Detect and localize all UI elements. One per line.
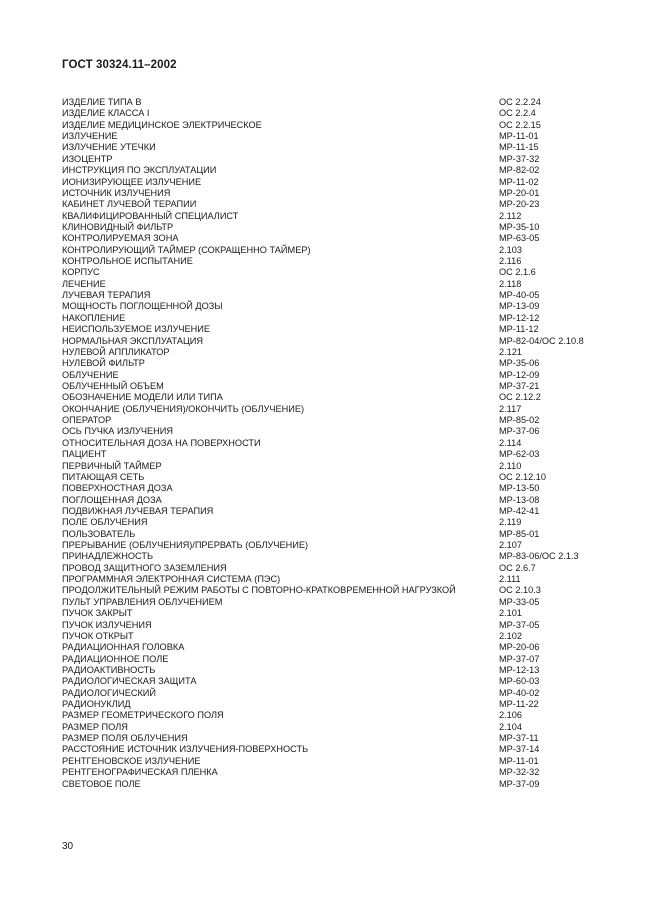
index-entry — [62, 290, 602, 301]
entry-term: ПОДВИЖНАЯ ЛУЧЕВАЯ ТЕРАПИЯ — [62, 505, 214, 516]
index-entry — [62, 404, 602, 415]
entry-term: РАЗМЕР ГЕОМЕТРИЧЕСКОГО ПОЛЯ — [62, 710, 224, 721]
entry-term: ПРОДОЛЖИТЕЛЬНЫЙ РЕЖИМ РАБОТЫ С ПОВТОРНО-КРАТКОВРЕМЕННОЙ НАГРУЗКОЙ — [62, 585, 456, 596]
entry-term: ИОНИЗИРУЮЩЕЕ ИЗЛУЧЕНИЕ — [62, 176, 202, 187]
entry-term: НУЛЕВОЙ ФИЛЬТР — [62, 358, 145, 369]
entry-reference: МР-37-14 — [499, 744, 540, 755]
index-entry — [62, 608, 602, 619]
entry-reference: 2.102 — [499, 630, 522, 641]
entry-term: РАДИОНУКЛИД — [62, 699, 131, 710]
entry-term: ИЗОЦЕНТР — [62, 153, 113, 164]
entry-term: ОКОНЧАНИЕ (ОБЛУЧЕНИЯ)/ОКОНЧИТЬ (ОБЛУЧЕНИЕ) — [62, 403, 305, 414]
index-entry — [62, 506, 602, 517]
entry-reference: 2.104 — [499, 721, 522, 732]
index-entry — [62, 756, 602, 767]
entry-reference: ОС 2.1.6 — [499, 267, 536, 278]
index-entry — [62, 483, 602, 494]
index-entry — [62, 188, 602, 199]
entry-reference: МР-60-03 — [499, 676, 540, 687]
entry-reference: МР-13-08 — [499, 494, 540, 505]
entry-reference: МР-11-01 — [499, 131, 539, 142]
entry-term: РЕНТГЕНОГРАФИЧЕСКАЯ ПЛЕНКА — [62, 767, 218, 778]
index-entry — [62, 370, 602, 381]
entry-term: ПРОГРАММНАЯ ЭЛЕКТРОННАЯ СИСТЕМА (ПЭС) — [62, 574, 281, 585]
index-entry — [62, 347, 602, 358]
entry-term: ИЗЛУЧЕНИЕ — [62, 131, 118, 142]
entry-reference: МР-11-01 — [499, 755, 539, 766]
entry-term: ПИТАЮЩАЯ СЕТЬ — [62, 471, 145, 482]
index-entry — [62, 699, 602, 710]
entry-term: ОБЛУЧЕНИЕ — [62, 369, 119, 380]
entry-reference: МР-37-32 — [499, 153, 540, 164]
entry-term: ПРЕРЫВАНИЕ (ОБЛУЧЕНИЯ)/ПРЕРВАТЬ (ОБЛУЧЕНИЕ) — [62, 540, 309, 551]
entry-reference: МР-62-03 — [499, 449, 540, 460]
entry-reference: 2.111 — [499, 574, 521, 585]
entry-reference: ОС 2.2.4 — [499, 108, 536, 119]
index-entry — [62, 199, 602, 210]
index-entry — [62, 426, 602, 437]
index-entry — [62, 97, 602, 108]
index-entry — [62, 472, 602, 483]
entry-reference: МР-37-21 — [499, 380, 540, 391]
entry-reference: 2.117 — [499, 403, 522, 414]
index-entry — [62, 392, 602, 403]
entry-term: ПРИНАДЛЕЖНОСТЬ — [62, 551, 154, 562]
entry-reference: МР-12-09 — [499, 369, 540, 380]
entry-reference: 2.121 — [499, 346, 522, 357]
index-entry — [62, 279, 602, 290]
entry-reference: 2.101 — [499, 608, 522, 619]
entry-reference: МР-37-06 — [499, 426, 540, 437]
index-entry — [62, 722, 602, 733]
entry-reference: МР-20-01 — [499, 187, 540, 198]
index-entry — [62, 211, 602, 222]
index-entry — [62, 358, 602, 369]
term-index-list — [62, 97, 602, 790]
entry-reference: МР-11-12 — [499, 324, 539, 335]
index-entry — [62, 222, 602, 233]
entry-reference: МР-13-50 — [499, 483, 540, 494]
entry-reference: 2.106 — [499, 710, 522, 721]
index-entry — [62, 415, 602, 426]
entry-reference: МР-82-02 — [499, 165, 540, 176]
entry-term: НАКОПЛЕНИЕ — [62, 312, 126, 323]
index-entry — [62, 620, 602, 631]
entry-term: КЛИНОВИДНЫЙ ФИЛЬТР — [62, 221, 174, 232]
entry-term: НУЛЕВОЙ АППЛИКАТОР — [62, 346, 170, 357]
entry-reference: МР-82-04/ОС 2.10.8 — [499, 335, 584, 346]
entry-term: ОСЬ ПУЧКА ИЗЛУЧЕНИЯ — [62, 426, 173, 437]
entry-reference: МР-37-09 — [499, 778, 540, 789]
index-entry — [62, 654, 602, 665]
entry-reference: МР-11-15 — [499, 142, 539, 153]
entry-term: КОНТРОЛИРУЕМАЯ ЗОНА — [62, 233, 179, 244]
entry-reference: ОС 2.2.24 — [499, 97, 541, 107]
entry-reference: 2.114 — [499, 437, 522, 448]
index-entry — [62, 108, 602, 119]
entry-reference: МР-32-32 — [499, 767, 540, 778]
entry-reference: 2.118 — [499, 278, 522, 289]
entry-term: ОПЕРАТОР — [62, 415, 112, 426]
index-entry — [62, 131, 602, 142]
entry-term: РАДИОЛОГИЧЕСКАЯ ЗАЩИТА — [62, 676, 197, 687]
index-entry — [62, 767, 602, 778]
entry-term: ПУЧОК ОТКРЫТ — [62, 630, 134, 641]
entry-term: ПУЧОК ИЗЛУЧЕНИЯ — [62, 619, 152, 630]
entry-term: ПОЛЬЗОВАТЕЛЬ — [62, 528, 136, 539]
entry-term: МОЩНОСТЬ ПОГЛОЩЕННОЙ ДОЗЫ — [62, 301, 223, 312]
entry-term: ПЕРВИЧНЫЙ ТАЙМЕР — [62, 460, 162, 471]
entry-reference: 2.107 — [499, 540, 522, 551]
index-entry — [62, 324, 602, 335]
entry-term: ПОЛЕ ОБЛУЧЕНИЯ — [62, 517, 148, 528]
entry-term: НОРМАЛЬНАЯ ЭКСПЛУАТАЦИЯ — [62, 335, 204, 346]
entry-reference: МР-20-06 — [499, 642, 540, 653]
index-entry — [62, 529, 602, 540]
entry-term: ПОВЕРХНОСТНАЯ ДОЗА — [62, 483, 173, 494]
entry-term: КВАЛИФИЦИРОВАННЫЙ СПЕЦИАЛИСТ — [62, 210, 239, 221]
entry-reference: МР-85-01 — [499, 528, 540, 539]
index-entry — [62, 517, 602, 528]
entry-term: РАДИАЦИОННОЕ ПОЛЕ — [62, 653, 169, 664]
entry-term: СВЕТОВОЕ ПОЛЕ — [62, 778, 141, 789]
index-entry — [62, 710, 602, 721]
entry-term: ИЗДЕЛИЕ ТИПА В — [62, 97, 142, 107]
entry-term: ПУЧОК ЗАКРЫТ — [62, 608, 133, 619]
index-entry — [62, 336, 602, 347]
index-entry — [62, 438, 602, 449]
index-entry — [62, 551, 602, 562]
index-entry — [62, 313, 602, 324]
entry-term: ОБЛУЧЕННЫЙ ОБЪЕМ — [62, 380, 164, 391]
entry-reference: МР-63-05 — [499, 233, 540, 244]
entry-reference: МР-12-13 — [499, 664, 540, 675]
entry-reference: МР-83-06/ОС 2.1.3 — [499, 551, 579, 562]
entry-reference: 2.116 — [499, 256, 522, 267]
entry-term: РЕНТГЕНОВСКОЕ ИЗЛУЧЕНИЕ — [62, 755, 201, 766]
entry-reference: ОС 2.12.2 — [499, 392, 541, 403]
index-entry — [62, 256, 602, 267]
entry-reference: МР-40-02 — [499, 687, 540, 698]
entry-term: ИЗДЕЛИЕ МЕДИЦИНСКОЕ ЭЛЕКТРИЧЕСКОЕ — [62, 119, 262, 130]
index-entry — [62, 461, 602, 472]
entry-term: НЕИСПОЛЬЗУЕМОЕ ИЗЛУЧЕНИЕ — [62, 324, 211, 335]
index-entry — [62, 301, 602, 312]
entry-term: КОНТРОЛИРУЮЩИЙ ТАЙМЕР (СОКРАЩЕННО ТАЙМЕР) — [62, 244, 311, 255]
entry-reference: 2.103 — [499, 244, 522, 255]
entry-reference: МР-40-05 — [499, 290, 540, 301]
index-entry — [62, 267, 602, 278]
entry-term: ОБОЗНАЧЕНИЕ МОДЕЛИ ИЛИ ТИПА — [62, 392, 223, 403]
entry-reference: МР-37-07 — [499, 653, 540, 664]
entry-reference: 2.112 — [499, 210, 522, 221]
entry-term: РАДИОАКТИВНОСТЬ — [62, 664, 156, 675]
entry-term: РАДИАЦИОННАЯ ГОЛОВКА — [62, 642, 185, 653]
index-entry — [62, 585, 602, 596]
index-entry — [62, 154, 602, 165]
entry-reference: МР-20-23 — [499, 199, 540, 210]
index-entry — [62, 642, 602, 653]
entry-term: ОТНОСИТЕЛЬНАЯ ДОЗА НА ПОВЕРХНОСТИ — [62, 437, 261, 448]
entry-term: ИНСТРУКЦИЯ ПО ЭКСПЛУАТАЦИИ — [62, 165, 217, 176]
index-entry — [62, 245, 602, 256]
entry-reference: МР-12-12 — [499, 312, 540, 323]
entry-term: ПАЦИЕНТ — [62, 449, 107, 460]
entry-term: ЛУЧЕВАЯ ТЕРАПИЯ — [62, 290, 151, 301]
entry-reference: ОС 2.6.7 — [499, 562, 536, 573]
index-entry — [62, 165, 602, 176]
entry-term: ИЗДЕЛИЕ КЛАССА I — [62, 108, 150, 119]
entry-reference: 2.110 — [499, 460, 522, 471]
entry-term: КАБИНЕТ ЛУЧЕВОЙ ТЕРАПИИ — [62, 199, 197, 210]
entry-term: РАЗМЕР ПОЛЯ — [62, 721, 128, 732]
entry-reference: ОС 2.12.10 — [499, 471, 546, 482]
index-entry — [62, 142, 602, 153]
index-entry — [62, 233, 602, 244]
entry-reference: МР-42-41 — [499, 505, 540, 516]
index-entry — [62, 779, 602, 790]
index-entry — [62, 177, 602, 188]
entry-term: РАЗМЕР ПОЛЯ ОБЛУЧЕНИЯ — [62, 733, 188, 744]
entry-reference: ОС 2.10.3 — [499, 585, 541, 596]
index-entry — [62, 540, 602, 551]
entry-reference: МР-37-05 — [499, 619, 540, 630]
entry-term: РАДИОЛОГИЧЕСКИЙ — [62, 687, 157, 698]
index-entry — [62, 665, 602, 676]
entry-reference: МР-11-22 — [499, 699, 539, 710]
index-entry — [62, 563, 602, 574]
entry-term: КОНТРОЛЬНОЕ ИСПЫТАНИЕ — [62, 256, 193, 267]
entry-reference: ОС 2.2.15 — [499, 119, 541, 130]
entry-term: РАССТОЯНИЕ ИСТОЧНИК ИЗЛУЧЕНИЯ-ПОВЕРХНОСТЬ — [62, 744, 309, 755]
entry-reference: 2.119 — [499, 517, 522, 528]
index-entry — [62, 449, 602, 460]
index-entry — [62, 631, 602, 642]
entry-reference: МР-85-02 — [499, 415, 540, 426]
index-entry — [62, 733, 602, 744]
entry-term: ЛЕЧЕНИЕ — [62, 278, 106, 289]
document-header: ГОСТ 30324.11–2002 — [62, 59, 177, 71]
entry-reference: МР-13-09 — [499, 301, 540, 312]
index-entry — [62, 120, 602, 131]
index-entry — [62, 688, 602, 699]
entry-term: КОРПУС — [62, 267, 100, 278]
index-entry — [62, 676, 602, 687]
index-entry — [62, 597, 602, 608]
entry-term: ПУЛЬТ УПРАВЛЕНИЯ ОБЛУЧЕНИЕМ — [62, 596, 223, 607]
index-entry — [62, 744, 602, 755]
entry-term: ПРОВОД ЗАЩИТНОГО ЗАЗЕМЛЕНИЯ — [62, 562, 227, 573]
entry-reference: МР-33-05 — [499, 596, 540, 607]
entry-reference: МР-35-06 — [499, 358, 540, 369]
entry-reference: МР-35-10 — [499, 221, 540, 232]
index-entry — [62, 381, 602, 392]
index-entry — [62, 495, 602, 506]
entry-reference: МР-37-11 — [499, 733, 539, 744]
entry-term: ПОГЛОЩЕННАЯ ДОЗА — [62, 494, 162, 505]
index-entry — [62, 574, 602, 585]
entry-reference: МР-11-02 — [499, 176, 539, 187]
page-number: 30 — [62, 841, 74, 852]
entry-term: ИСТОЧНИК ИЗЛУЧЕНИЯ — [62, 187, 171, 198]
entry-term: ИЗЛУЧЕНИЕ УТЕЧКИ — [62, 142, 156, 153]
